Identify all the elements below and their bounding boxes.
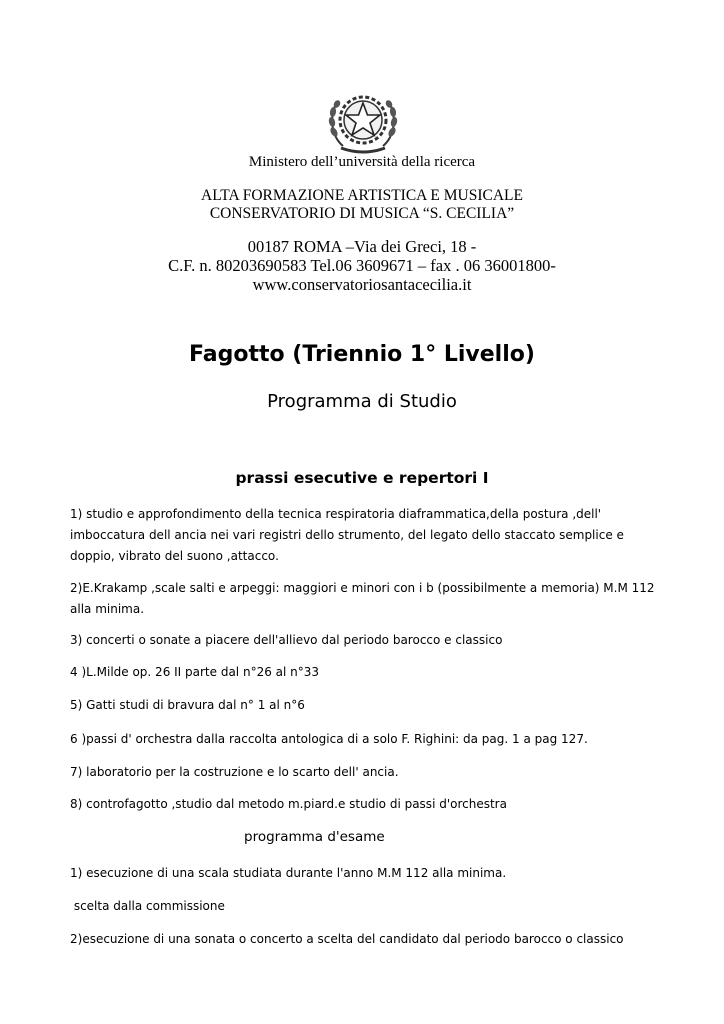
section-title: prassi esecutive e repertori I (235, 469, 489, 487)
program-item-1-line-1: 1) studio e approfondimento della tecnica respiratoria diaframmatica,della postura ,dell' (70, 507, 602, 521)
institution-block (0, 187, 724, 223)
program-item-1-line-3: doppio, vibrato del suono ,attacco. (70, 549, 279, 563)
document-subtitle: Programma di Studio (267, 391, 457, 412)
address-line-2: C.F. n. 80203690583 Tel.06 3609671 – fax . 06 36001800- (168, 256, 556, 275)
address-block (0, 237, 724, 294)
program-item-5: 5) Gatti studi di bravura dal n° 1 al n°6 (70, 698, 305, 712)
exam-item-1-note: scelta dalla commissione (70, 899, 225, 913)
document-title: Fagotto (Triennio 1° Livello) (189, 342, 535, 367)
program-item-2 (70, 578, 660, 620)
italian-republic-emblem-icon (327, 86, 399, 154)
exam-item-1: 1) esecuzione di una scala studiata durante l'anno M.M 112 alla minima. (70, 866, 507, 880)
ministry-name: Ministero dell’università della ricerca (248, 154, 476, 170)
program-item-7: 7) laboratorio per la costruzione e lo scarto dell' ancia. (70, 765, 399, 779)
program-item-2-line-2: alla minima. (70, 602, 145, 616)
program-item-1-line-2: imboccatura dell ancia nei vari registri dello strumento, del legato dello staccato semplice e (70, 528, 624, 542)
program-item-6: 6 )passi d' orchestra dalla raccolta antologica di a solo F. Righini: da pag. 1 a pag 127. (70, 732, 588, 746)
address-line-1: 00187 ROMA –Via dei Greci, 18 - (247, 237, 477, 256)
program-item-4: 4 )L.Milde op. 26 II parte dal n°26 al n°33 (70, 665, 320, 679)
exam-heading: programma d'esame (244, 829, 385, 845)
exam-item-2: 2)esecuzione di una sonata o concerto a scelta del candidato dal periodo barocco o classico (70, 932, 624, 946)
website-link[interactable]: www.conservatoriosantacecilia.it (252, 275, 472, 294)
program-item-2-line-1: 2)E.Krakamp ,scale salti e arpeggi: maggiori e minori con i b (possibilmente a memoria) M.M 112 (70, 581, 655, 595)
institution-line-1: ALTA FORMAZIONE ARTISTICA E MUSICALE (201, 187, 523, 204)
institution-line-2: CONSERVATORIO DI MUSICA “S. CECILIA” (209, 205, 515, 222)
program-item-8: 8) controfagotto ,studio dal metodo m.piard.e studio di passi d'orchestra (70, 797, 507, 811)
program-item-3: 3) concerti o sonate a piacere dell'allievo dal periodo barocco e classico (70, 633, 503, 647)
program-item-1 (70, 504, 660, 567)
